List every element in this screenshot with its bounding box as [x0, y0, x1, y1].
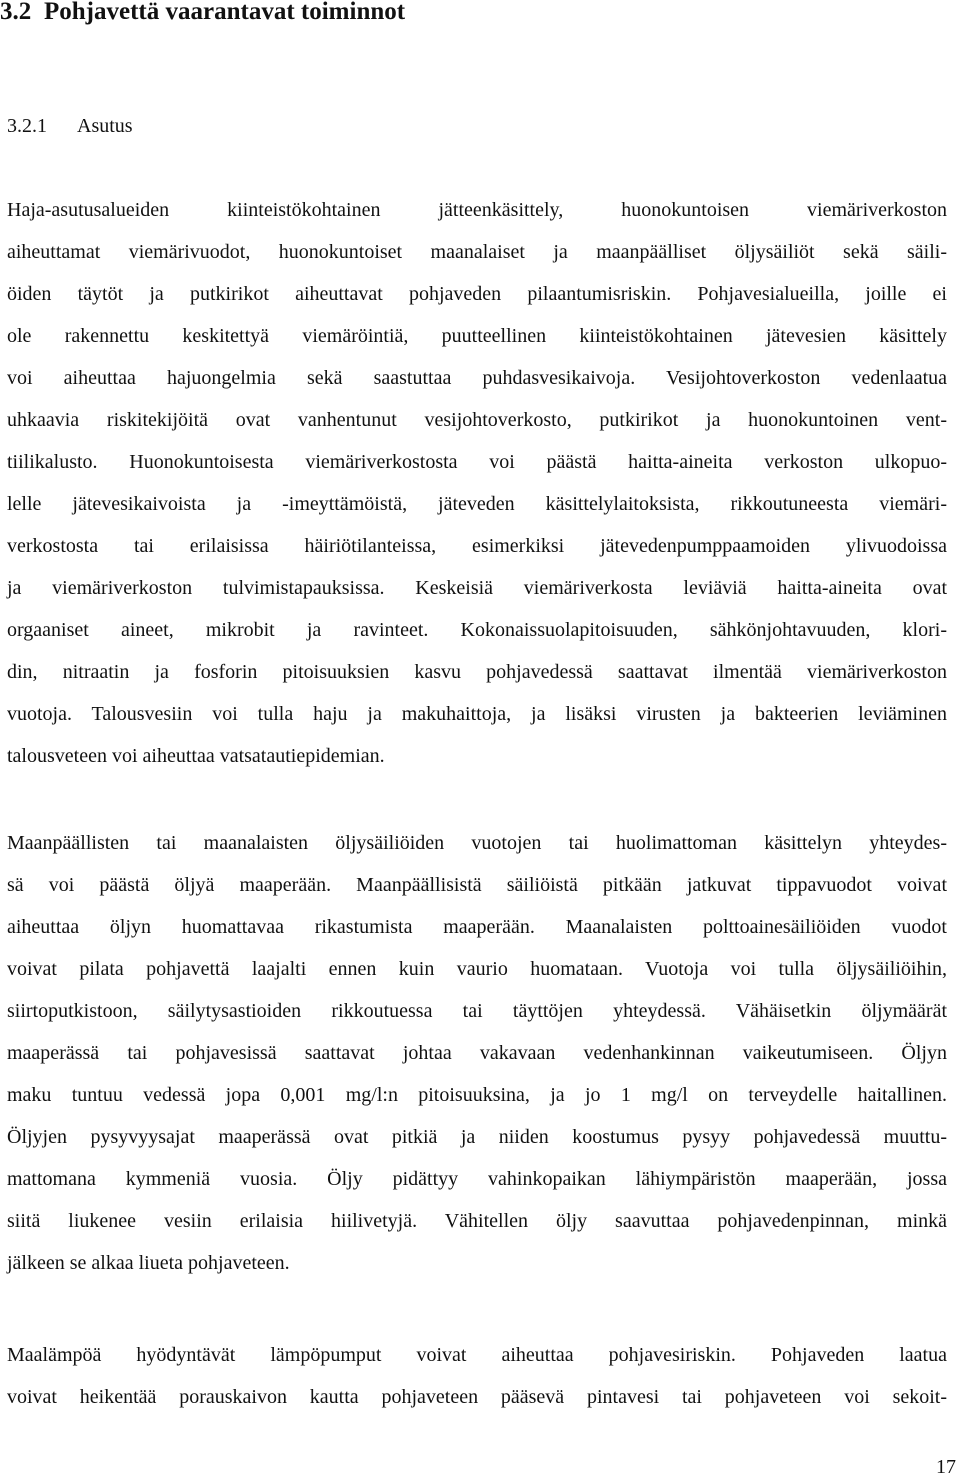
text-line: jälkeen se alkaa liueta pohjaveteen. [7, 1252, 290, 1274]
text-line: ja viemäriverkoston tulvimistapauksissa. Keskeisiä viemäriverkosta leviäviä haitta-aineita ovat [7, 577, 947, 599]
text-line: tiilikalusto. Huonokuntoisesta viemäriverkostosta voi päästä haitta-aineita verkoston ulkopuo- [7, 451, 947, 473]
text-line: verkostosta tai erilaisissa häiriötilanteissa, esimerkiksi jätevedenpumppaamoiden ylivuodoissa [7, 535, 947, 557]
text-line: Maanpäällisten tai maanalaisten öljysäiliöiden vuotojen tai huolimattoman käsittelyn yhteydes- [7, 832, 947, 854]
text-line: voivat pilata pohjavettä laajalti ennen kuin vaurio huomataan. Vuotoja voi tulla öljysäiliöihin, [7, 958, 947, 980]
text-line: mattomana kymmeniä vuosia. Öljy pidättyy vahinkopaikan lähiympäristön maaperään, jossa [7, 1168, 947, 1190]
text-line: aiheuttaa öljyn huomattavaa rikastumista maaperään. Maanalaisten polttoainesäiliöiden vuodot [7, 916, 947, 938]
text-line: aiheuttamat viemärivuodot, huonokuntoiset maanalaiset ja maanpäälliset öljysäiliöt sekä säili- [7, 241, 947, 263]
text-line: sä voi päästä öljyä maaperään. Maanpäällisistä säiliöistä pitkään jatkuvat tippavuodot voivat [7, 874, 947, 896]
text-line: uhkaavia riskitekijöitä ovat vanhentunut vesijohtoverkosto, putkirikot ja huonokuntoinen vent- [7, 409, 947, 431]
section-number: 3.2 [0, 0, 32, 25]
text-line: maku tuntuu vedessä jopa 0,001 mg/l:n pitoisuuksina, ja jo 1 mg/l on terveydelle haitallinen. [7, 1084, 947, 1106]
text-line: maaperässä tai pohjavesissä saattavat johtaa vakavaan vedenhankinnan vaikeutumiseen. Öljyn [7, 1042, 947, 1064]
subsection-heading [7, 112, 133, 140]
text-line: Haja-asutusalueiden kiinteistökohtainen jätteenkäsittely, huonokuntoisen viemäriverkoston [7, 199, 947, 221]
subsection-title: Asutus [77, 115, 133, 137]
text-line: öiden täytöt ja putkirikot aiheuttavat pohjaveden pilaantumisriskin. Pohjavesialueilla, joille ei [7, 283, 947, 305]
text-line: Öljyjen pysyvyysajat maaperässä ovat pitkiä ja niiden koostumus pysyy pohjavedessä muuttu- [7, 1126, 947, 1148]
paragraph-2 [7, 822, 947, 1284]
section-title: Pohjavettä vaarantavat toiminnot [44, 0, 406, 25]
text-line: din, nitraatin ja fosforin pitoisuuksien kasvu pohjavedessä saattavat ilmentää viemäriverkoston [7, 661, 947, 683]
text-line: ole rakennettu keskitettyä viemäröintiä, puutteellinen kiinteistökohtainen jätevesien käsittely [7, 325, 947, 347]
text-line: Maalämpöä hyödyntävät lämpöpumput voivat aiheuttaa pohjavesiriskin. Pohjaveden laatua [7, 1344, 947, 1366]
text-line: siirtoputkistoon, säilytysastioiden rikkoutuessa tai täyttöjen yhteydessä. Vähäisetkin öljymäärät [7, 1000, 947, 1022]
text-line: siitä liukenee vesiin erilaisia hiilivetyjä. Vähitellen öljy saavuttaa pohjavedenpinnan, minkä [7, 1210, 947, 1232]
paragraph-3 [7, 1334, 947, 1418]
text-line: voivat heikentää porauskaivon kautta pohjaveteen pääsevä pintavesi tai pohjaveteen voi sekoit- [7, 1386, 947, 1408]
paragraph-1 [7, 189, 947, 777]
text-line: vuotoja. Talousvesiin voi tulla haju ja makuhaittoja, ja lisäksi virusten ja bakteerien leviäminen [7, 703, 947, 725]
text-line: lelle jätevesikaivoista ja -imeyttämöistä, jäteveden käsittelylaitoksista, rikkoutuneesta viemäri- [7, 493, 947, 515]
text-line: talousveteen voi aiheuttaa vatsatautiepidemian. [7, 745, 385, 767]
section-heading [0, 0, 405, 28]
page-number: 17 [936, 1456, 956, 1478]
text-line: voi aiheuttaa hajuongelmia sekä saastuttaa puhdasvesikaivoja. Vesijohtoverkoston vedenlaatua [7, 367, 947, 389]
text-line: orgaaniset aineet, mikrobit ja ravinteet. Kokonaissuolapitoisuuden, sähkönjohtavuuden, klori- [7, 619, 947, 641]
subsection-number: 3.2.1 [7, 115, 47, 137]
